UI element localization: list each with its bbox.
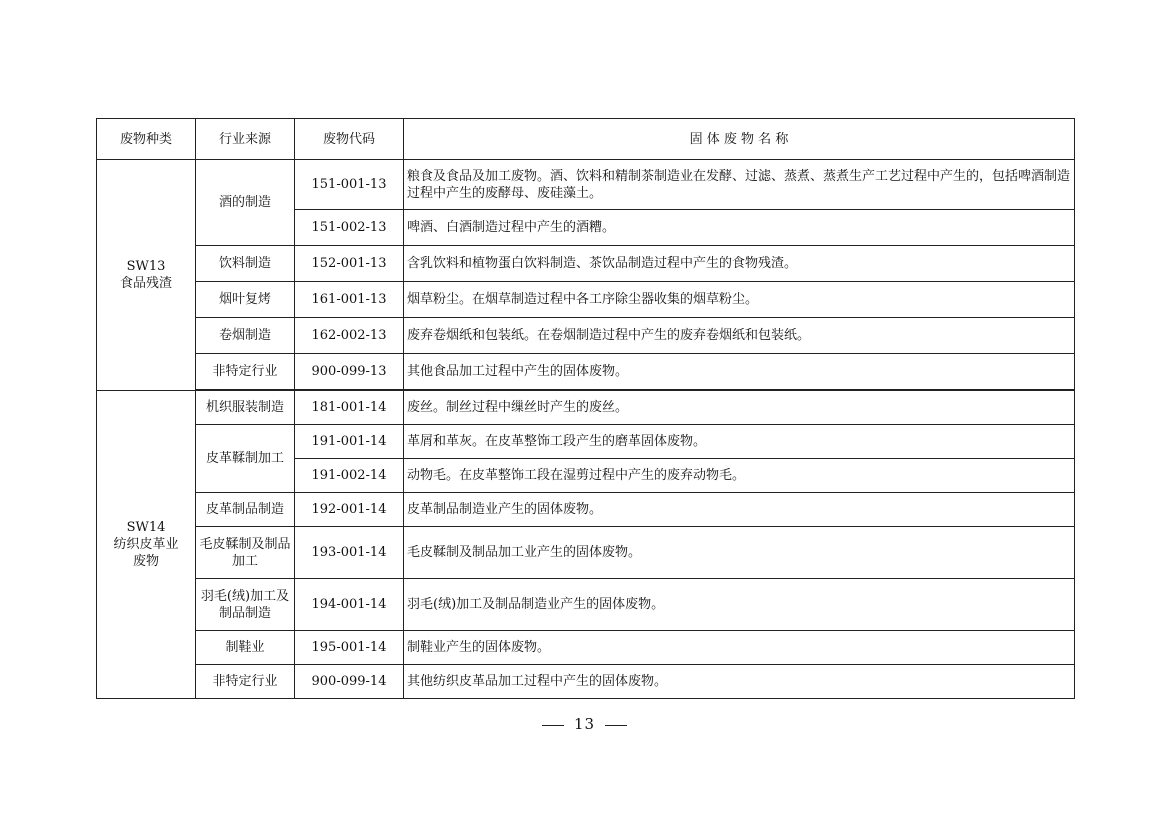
category-cell-sw14 (97, 391, 196, 699)
desc-cell: 粮食及食品及加工废物。酒、饮料和精制茶制造业在发酵、过滤、蒸煮、蒸煮生产工艺过程中产生的，包括啤酒制造过程中产生的废酵母、废硅藻土。 (404, 160, 1075, 210)
header-category: 废物种类 (97, 119, 196, 160)
table-row (97, 665, 1075, 699)
desc-cell: 含乳饮料和植物蛋白饮料制造、茶饮品制造过程中产生的食物残渣。 (404, 246, 1075, 282)
header-name: 固 体 废 物 名 称 (404, 119, 1075, 160)
desc-cell: 皮革制品制造业产生的固体废物。 (404, 493, 1075, 527)
industry-cell: 皮革制品制造 (196, 493, 295, 527)
code-cell: 193-001-14 (295, 527, 404, 579)
desc-cell: 动物毛。在皮革整饰工段在湿剪过程中产生的废弃动物毛。 (404, 459, 1075, 493)
desc-cell: 废丝。制丝过程中缫丝时产生的废丝。 (404, 391, 1075, 425)
category-name: 纺织皮革业废物 (113, 537, 179, 569)
code-cell: 151-001-13 (295, 160, 404, 210)
header-row (97, 119, 1075, 160)
table-row (97, 579, 1075, 631)
code-cell: 161-001-13 (295, 282, 404, 318)
code-cell: 900-099-14 (295, 665, 404, 699)
industry-cell: 饮料制造 (196, 246, 295, 282)
desc-cell: 其他纺织皮革品加工过程中产生的固体废物。 (404, 665, 1075, 699)
code-cell: 191-002-14 (295, 459, 404, 493)
code-cell: 195-001-14 (295, 631, 404, 665)
industry-cell: 非特定行业 (196, 354, 295, 390)
table-row (97, 318, 1075, 354)
desc-cell: 啤酒、白酒制造过程中产生的酒糟。 (404, 210, 1075, 246)
desc-cell: 毛皮鞣制及制品加工业产生的固体废物。 (404, 527, 1075, 579)
code-cell: 191-001-14 (295, 425, 404, 459)
code-cell: 181-001-14 (295, 391, 404, 425)
industry-cell: 羽毛(绒)加工及制品制造 (196, 579, 295, 631)
table-row (97, 631, 1075, 665)
footer-dash-right (605, 725, 627, 726)
table-row (97, 246, 1075, 282)
category-code: SW13 (126, 259, 166, 274)
table-row (97, 391, 1075, 425)
desc-cell: 废弃卷烟纸和包装纸。在卷烟制造过程中产生的废弃卷烟纸和包装纸。 (404, 318, 1075, 354)
table-row (97, 354, 1075, 390)
desc-cell: 羽毛(绒)加工及制品制造业产生的固体废物。 (404, 579, 1075, 631)
category-code: SW14 (126, 520, 166, 535)
code-cell: 162-002-13 (295, 318, 404, 354)
solid-waste-table (96, 118, 1075, 699)
category-name: 食品残渣 (119, 276, 172, 291)
industry-cell: 皮革鞣制加工 (196, 425, 295, 493)
table-row (97, 160, 1075, 210)
desc-cell: 制鞋业产生的固体废物。 (404, 631, 1075, 665)
page-footer (0, 715, 1169, 733)
code-cell: 192-001-14 (295, 493, 404, 527)
table-row (97, 493, 1075, 527)
code-cell: 194-001-14 (295, 579, 404, 631)
category-cell-sw13 (97, 160, 196, 391)
desc-cell: 烟草粉尘。在烟草制造过程中各工序除尘器收集的烟草粉尘。 (404, 282, 1075, 318)
table-row (97, 282, 1075, 318)
industry-cell: 酒的制造 (196, 160, 295, 246)
code-cell: 151-002-13 (295, 210, 404, 246)
header-code: 废物代码 (295, 119, 404, 160)
table-row (97, 527, 1075, 579)
industry-cell: 毛皮鞣制及制品加工 (196, 527, 295, 579)
desc-cell: 其他食品加工过程中产生的固体废物。 (404, 354, 1075, 390)
table-row (97, 425, 1075, 459)
industry-cell: 烟叶复烤 (196, 282, 295, 318)
industry-cell: 卷烟制造 (196, 318, 295, 354)
header-industry: 行业来源 (196, 119, 295, 160)
industry-cell: 机织服装制造 (196, 391, 295, 425)
code-cell: 900-099-13 (295, 354, 404, 390)
footer-dash-left (542, 725, 564, 726)
industry-cell: 制鞋业 (196, 631, 295, 665)
code-cell: 152-001-13 (295, 246, 404, 282)
page-number: 13 (573, 715, 596, 733)
desc-cell: 革屑和革灰。在皮革整饰工段产生的磨革固体废物。 (404, 425, 1075, 459)
industry-cell: 非特定行业 (196, 665, 295, 699)
